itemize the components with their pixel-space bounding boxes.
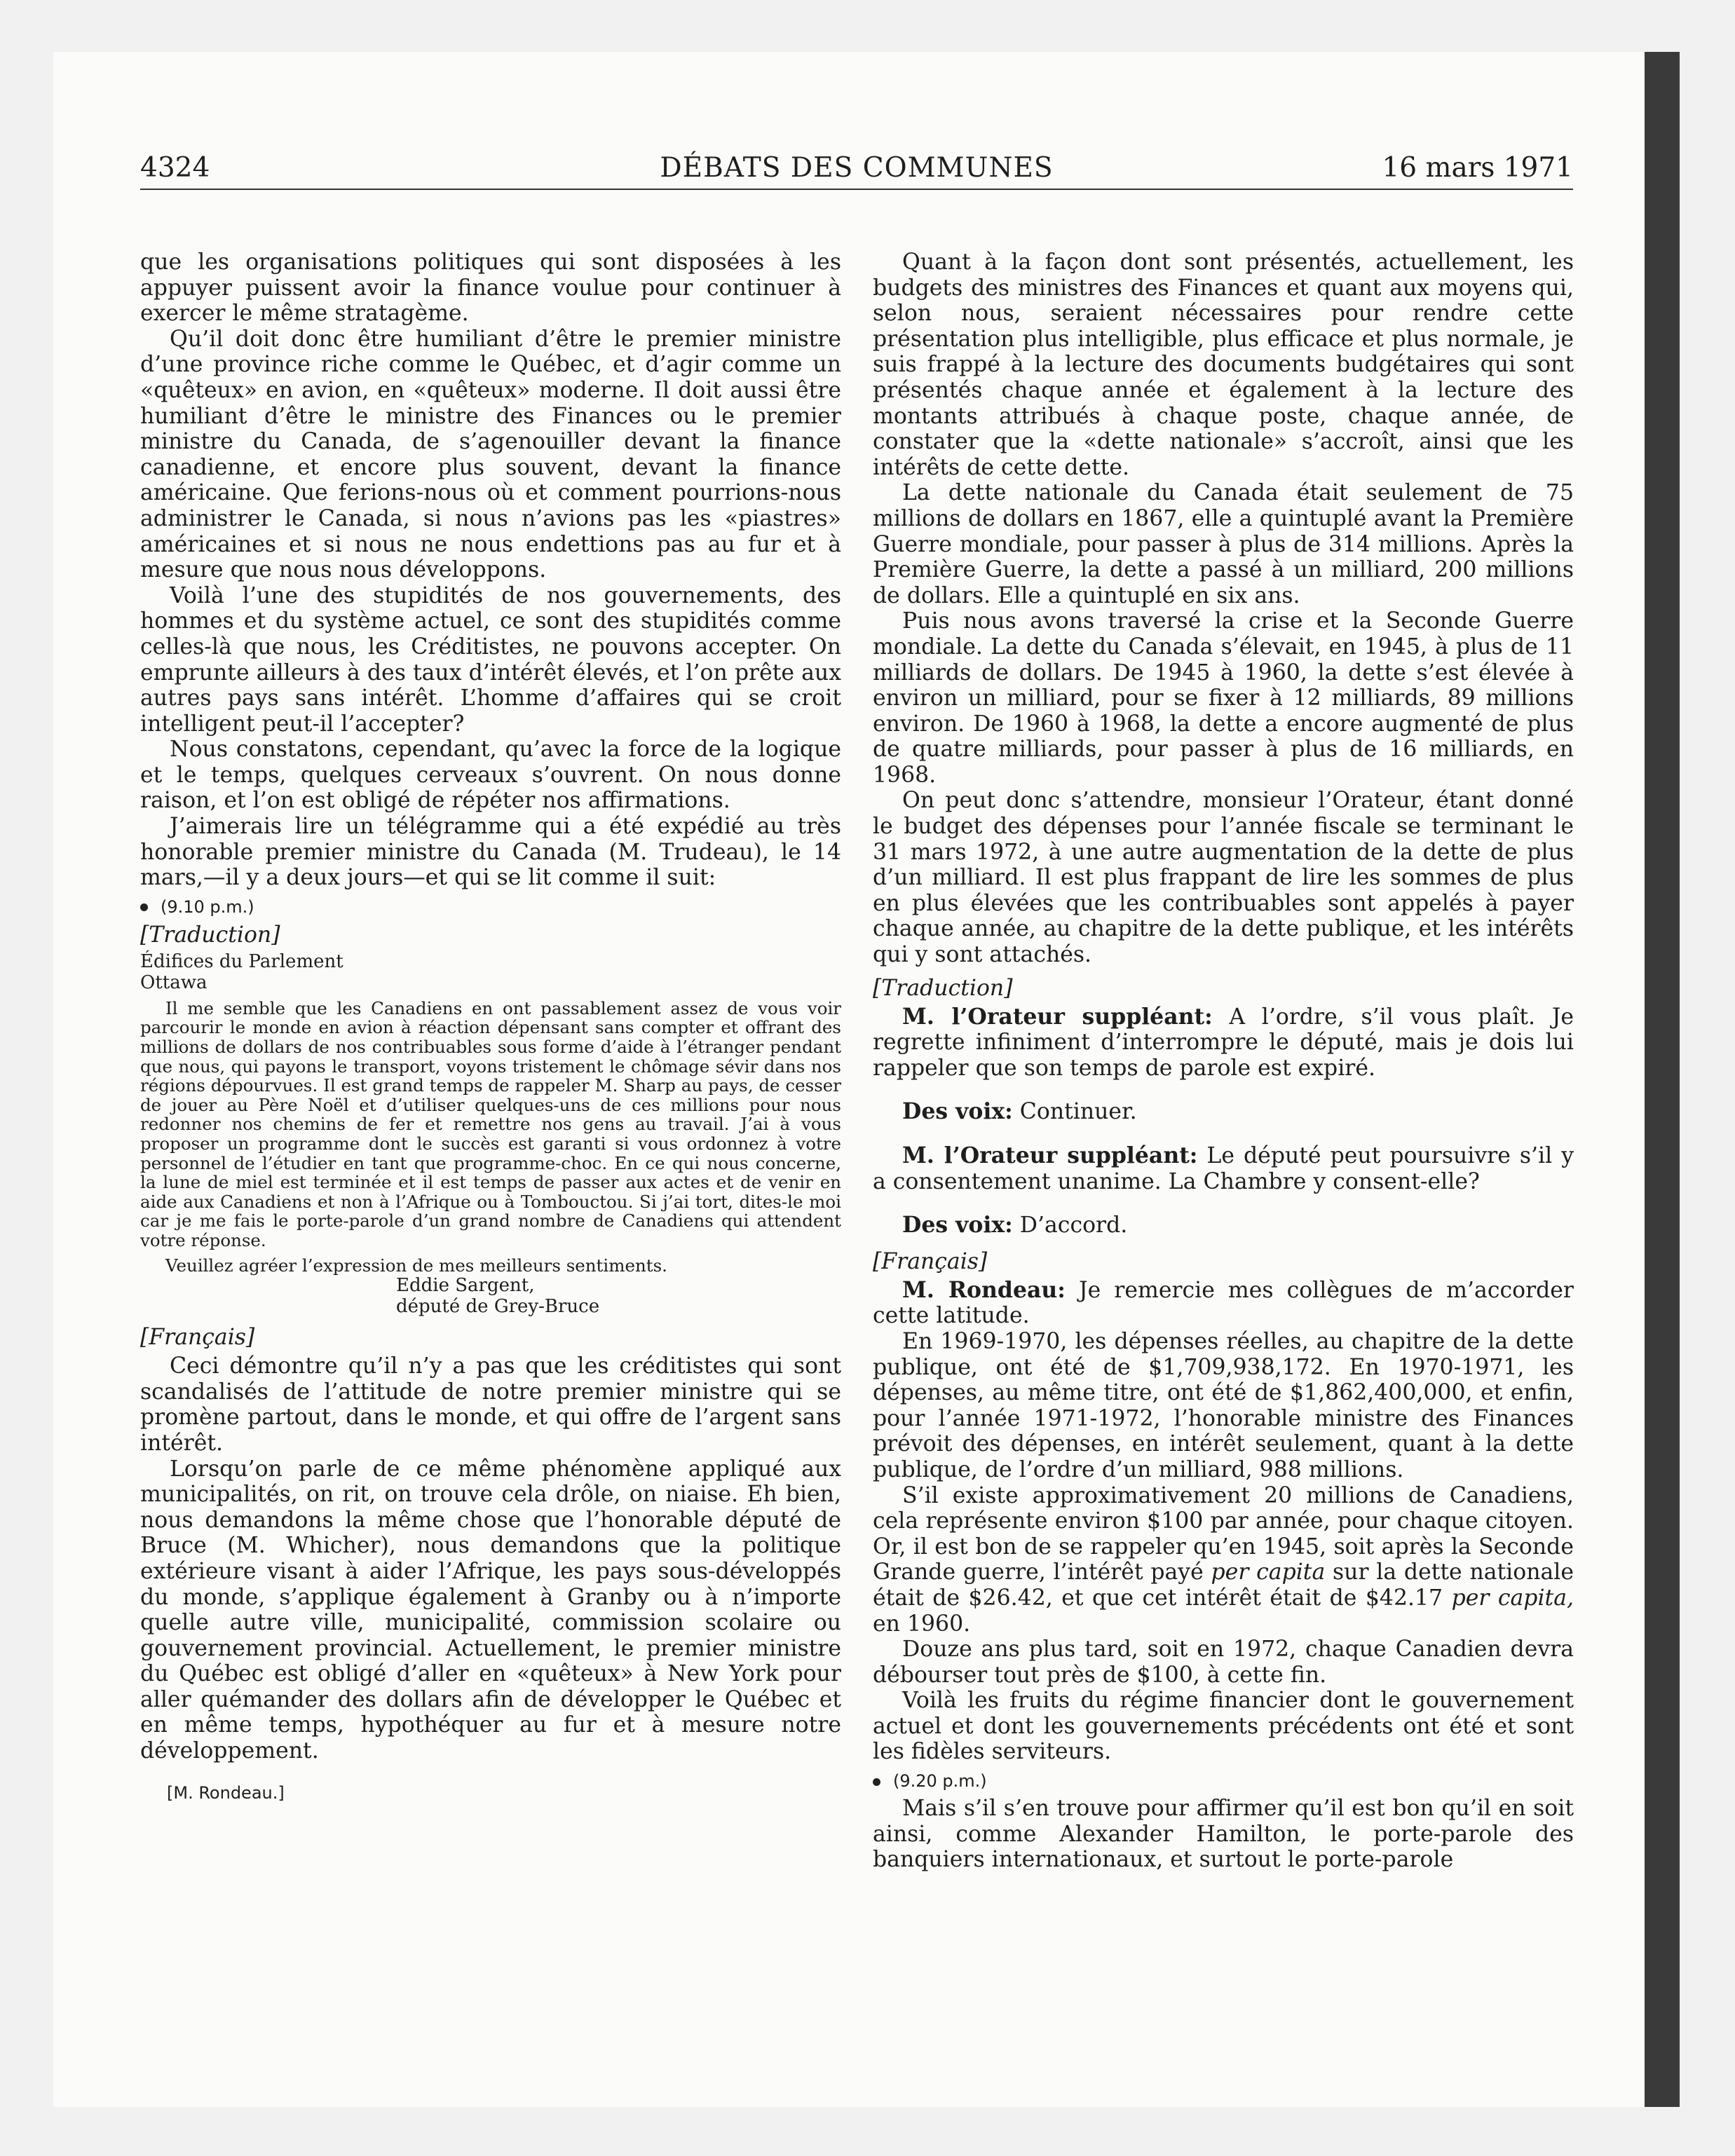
paragraph [873,1483,1574,1637]
page-header [140,149,1573,190]
paragraph: Qu’il doit donc être humiliant d’être le premier ministre d’une province riche comme le Québec, et d’agir comme un «quêteux» en avion, en «quêteux» moderne. Il doit aussi être humiliant d’être le ministre des Finances ou le premier ministre du Canada, de s’agenouiller devant la finance canadienne, et encore plus souvent, devant la finance américaine. Que ferions-nous où et comment pourrions-nous administrer le Canada, si nous n’avions pas les «piastres» américaines et si nous ne nous endettions pas au fur et à mesure que nous nous développons. [140,326,841,583]
telegram-body: Il me semble que les Canadiens en ont passablement assez de vous voir parcourir le monde en avion à réaction dépensant sans compter et offrant des millions de dollars de nos contribuables sous forme d’aide à l’étranger pendant que nous, qui payons le transport, voyons tristement le chômage sévir dans nos régions dépourvues. Il est grand temps de rappeler M. Sharp au pays, de cesser de jouer au Père Noël et d’utiliser quelques-uns de ces millions pour nous redonner nos chemins de fer et remettre nos gens au travail. J’ai à vous proposer un programme dont le succès est garanti si vous ordonnez à votre personnel de l’étudier en tant que programme-choc. En ce qui nous concerne, la lune de miel est terminée et il est temps de passer aux actes et de venir en aide aux Canadiens et non à l’Afrique ou à Tombouctou. Si j’ai tort, dites-le moi car je me fais le porte-parole d’un grand nombre de Canadiens qui attendent votre réponse. [140,997,841,1250]
paragraph: Voilà les fruits du régime financier dont le gouvernement actuel et dont les gouvernements précédents ont été et sont les fidèles serviteurs. [873,1688,1574,1765]
paragraph: J’aimerais lire un télégramme qui a été expédié au très honorable premier ministre du Canada (M. Trudeau), le 14 mars,—il y a deux jours—et qui se lit comme il suit: [140,814,841,891]
language-marker: [Français] [140,1325,255,1351]
text-run: S’il existe approximativement 20 millions de Canadiens, cela représente environ $100 par année, pour chaque citoyen. Or, il est bon de se rappeler qu’en 1945, soit après la Seconde Grande guerre, l’intérêt payé [873,1482,1574,1585]
paragraph: Puis nous avons traversé la crise et la Seconde Guerre mondiale. La dette du Canada s’élevait, en 1945, à plus de 11 milliards de dollars. De 1945 à 1960, la dette s’est élevée à environ un milliard, pour se fixer à 12 milliards, 89 millions environ. De 1960 à 1968, la dette a encore augmenté de plus de quatre milliards, pour passer à plus de 16 milliards, en 1968. [873,608,1574,788]
speech-paragraph [873,1004,1574,1082]
speech-paragraph [873,1143,1574,1194]
paragraph: que les organisations politiques qui sont disposées à les appuyer puissent avoir la finance voulue pour continuer à exercer le même stratagème. [140,250,841,327]
italic-run: per capita [1211,1560,1326,1585]
paragraph: Quant à la façon dont sont présentés, actuellement, les budgets des ministres des Finances et quant aux moyens qui, selon nous, seraient nécessaires pour rendre cette présentation plus intelligible, plus efficace et plus normale, je suis frappé à la lecture des documents budgétaires qui sont présentés chaque année et également à la lecture des montants attribués à chaque poste, chaque année, de constater que la «dette nationale» s’accroît, ainsi que les intérêts de cette dette. [873,250,1574,480]
paragraph: Mais s’il s’en trouve pour affirmer qu’il est bon qu’il en soit ainsi, comme Alexander Hamilton, le porte-parole des banquiers internationaux, et surtout le porte-parole [873,1796,1574,1873]
time-label: (9.10 p.m.) [161,896,254,917]
time-label: (9.20 p.m.) [893,1771,987,1792]
speaker-name: M. l’Orateur suppléant: [902,1142,1198,1168]
time-marker [140,896,841,917]
page-date: 16 mars 1971 [1382,152,1573,184]
signature-name: Eddie Sargent, [396,1275,535,1297]
language-marker: [Français] [873,1248,988,1274]
text-run: en 1960. [873,1611,971,1637]
paragraph: La dette nationale du Canada était seulement de 75 millions de dollars en 1867, elle a quintuplé avant la Première Guerre mondiale, pour passer à plus de 314 millions. Après la Première Guerre, la dette a passé à un milliard, 200 millions de dollars. Elle a quintuplé en six ans. [873,480,1574,608]
speech-paragraph [873,1278,1574,1329]
language-marker: [Traduction] [873,975,1013,1001]
speaker-name: M. l’Orateur suppléant: [902,1003,1213,1030]
speech-text: A l’ordre, s’il vous plaît. Je regrette infiniment d’interrompre le député, mais je dois lui rappeler que son temps de parole est expiré. [873,1004,1574,1081]
language-marker: [Traduction] [140,922,280,948]
bullet-icon [140,903,148,911]
speaker-name: Des voix: [902,1212,1013,1239]
paragraph: Voilà l’une des stupidités de nos gouvernements, des hommes et du système actuel, ce sont des stupidités comme celles-là que nous, les Créditistes, ne pouvons accepter. On emprunte ailleurs à des taux d’intérêt élevés, et l’on prête aux autres pays sans intérêt. L’homme d’affaires qui se croit intelligent peut-il l’accepter? [140,582,841,737]
italic-run: per capita, [1451,1585,1574,1611]
bullet-icon [873,1778,880,1786]
paragraph: Ceci démontre qu’il n’y a pas que les créditistes qui sont scandalisés de l’attitude de notre premier ministre qui se promène partout, dans le monde, et qui offre de l’argent sans intérêt. [140,1353,841,1456]
paragraph: En 1969-1970, les dépenses réelles, au chapitre de la dette publique, ont été de $1,709,938,172. En 1970-1971, les dépenses, au même titre, ont été de $1,862,400,000, et enfin, pour l’année 1971-1972, l’honorable ministre des Finances prévoit des dépenses, en intérêt seulement, quant à la dette publique, de l’ordre d’un milliard, 988 millions. [873,1328,1574,1482]
paragraph: Lorsqu’on parle de ce même phénomène appliqué aux municipalités, on rit, on trouve cela drôle, on niaise. Eh bien, nous demandons la même chose que l’honorable député de Bruce (M. Whicher), nous demandons que la politique extérieure visant à aider l’Afrique, les pays sous-développés du monde, s’applique également à Granby ou à n’importe quelle autre ville, municipalité, commission scolaire ou gouvernement provincial. Actuellement, le premier ministre du Québec est obligé d’aller en «quêteux» à New York pour aller quémander des dollars afin de développer le Québec et en même temps, hypothéquer au fur et à mesure notre développement. [140,1456,841,1764]
left-column [140,250,841,1803]
right-column [873,250,1574,1873]
address-line: Ottawa [140,971,207,993]
publication-title: DÉBATS DES COMMUNES [660,152,1054,184]
speaker-reference: [M. Rondeau.] [167,1782,285,1803]
signature-title: député de Grey-Bruce [396,1296,600,1318]
time-marker [873,1770,1574,1792]
speech-text: D’accord. [1012,1213,1128,1239]
speech-paragraph [873,1099,1574,1125]
speaker-name: M. Rondeau: [902,1276,1066,1303]
speech-text: Continuer. [1012,1099,1137,1125]
paragraph: Douze ans plus tard, soit en 1972, chaque Canadien devra débourser tout près de $100, à cette fin. [873,1637,1574,1688]
speech-text: Le député peut poursuivre s’il y a consentement unanime. La Chambre y consent-elle? [873,1143,1574,1194]
page-number: 4324 [140,152,210,184]
scan-edge [1645,52,1680,2107]
text-run: sur la dette nationale était de $26.42, et que cet intérêt était de $42.17 [873,1560,1574,1611]
address-line: Édifices du Parlement [140,950,343,972]
speech-paragraph [873,1213,1574,1239]
paragraph: Nous constatons, cependant, qu’avec la force de la logique et le temps, quelques cerveaux s’ouvrent. On nous donne raison, et l’on est obligé de répéter nos affirmations. [140,737,841,814]
telegram-closing: Veuillez agréer l’expression de mes meilleurs sentiments. [165,1255,667,1276]
paragraph: On peut donc s’attendre, monsieur l’Orateur, étant donné le budget des dépenses pour l’année fiscale se terminant le 31 mars 1972, à une autre augmentation de la dette de plus d’un milliard. Il est plus frappant de lire les sommes de plus en plus élevées que les contribuables sont appelés à payer chaque année, au chapitre de la dette publique, et les intérêts qui y sont attachés. [873,788,1574,968]
speaker-name: Des voix: [902,1098,1013,1125]
speech-text: Je remercie mes collègues de m’accorder cette latitude. [873,1277,1574,1329]
